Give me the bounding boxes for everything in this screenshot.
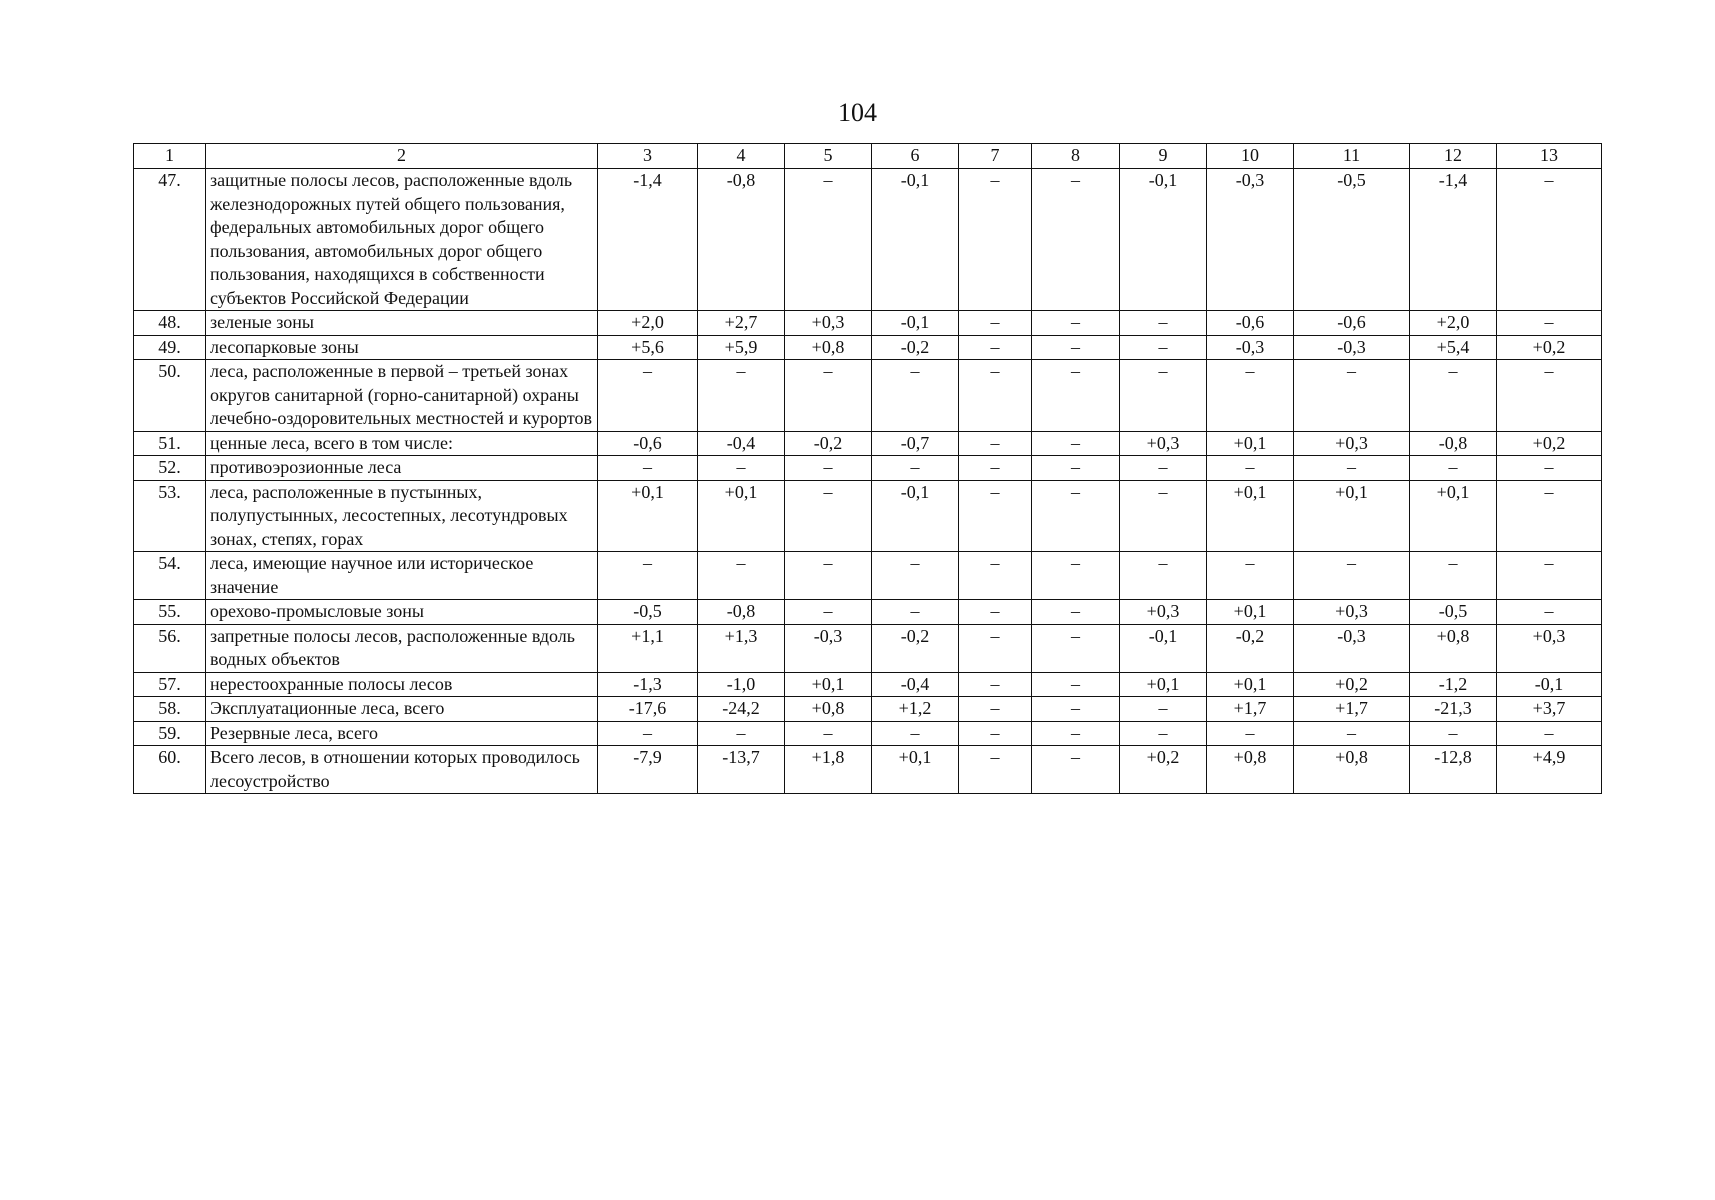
cell-value: – [872,600,959,625]
cell-value: -0,2 [1207,624,1294,672]
cell-value: +2,7 [698,311,785,336]
table-row [134,697,1602,722]
cell-value: +0,1 [1207,600,1294,625]
row-label: лесопарковые зоны [206,335,598,360]
cell-value: +0,8 [1294,746,1410,794]
row-label: леса, расположенные в пустынных, полупустынных, лесостепных, лесотундровых зонах, степях, горах [206,480,598,552]
cell-value: +0,3 [1120,600,1207,625]
cell-value: – [1120,480,1207,552]
cell-value: -0,4 [872,672,959,697]
row-number: 47. [134,169,206,311]
row-label: Резервные леса, всего [206,721,598,746]
cell-value: – [785,600,872,625]
cell-value: -0,5 [1410,600,1497,625]
cell-value: – [1410,360,1497,432]
cell-value: – [872,360,959,432]
cell-value: +0,3 [1294,431,1410,456]
table-row [134,480,1602,552]
cell-value: – [1207,456,1294,481]
cell-value: +0,1 [1207,480,1294,552]
cell-value: – [1032,624,1120,672]
cell-value: +0,2 [1497,335,1602,360]
row-number: 52. [134,456,206,481]
cell-value: -0,2 [872,335,959,360]
cell-value: -0,1 [1120,624,1207,672]
page-number: 104 [838,98,877,127]
cell-value: – [1497,600,1602,625]
cell-value: +0,1 [872,746,959,794]
cell-value: – [959,552,1032,600]
column-header-12: 12 [1410,144,1497,169]
cell-value: – [1032,721,1120,746]
cell-value: +0,1 [1207,431,1294,456]
cell-value: -1,4 [1410,169,1497,311]
cell-value: – [785,456,872,481]
table-row [134,456,1602,481]
cell-value: -1,4 [598,169,698,311]
cell-value: – [959,600,1032,625]
row-number: 57. [134,672,206,697]
cell-value: – [1410,721,1497,746]
cell-value: – [598,552,698,600]
cell-value: – [1207,360,1294,432]
cell-value: +1,8 [785,746,872,794]
column-header-5: 5 [785,144,872,169]
row-label: зеленые зоны [206,311,598,336]
row-label: леса, имеющие научное или историческое значение [206,552,598,600]
cell-value: – [959,746,1032,794]
cell-value: – [1120,552,1207,600]
cell-value: -0,3 [1207,169,1294,311]
cell-value: – [1294,360,1410,432]
cell-value: -21,3 [1410,697,1497,722]
cell-value: -0,1 [1497,672,1602,697]
cell-value: – [785,480,872,552]
column-header-1: 1 [134,144,206,169]
cell-value: +0,1 [598,480,698,552]
cell-value: -1,3 [598,672,698,697]
cell-value: -0,7 [872,431,959,456]
cell-value: – [698,360,785,432]
cell-value: – [1497,721,1602,746]
cell-value: -0,2 [785,431,872,456]
cell-value: +1,7 [1294,697,1410,722]
cell-value: – [785,360,872,432]
row-label: ценные леса, всего в том числе: [206,431,598,456]
row-number: 59. [134,721,206,746]
cell-value: – [785,169,872,311]
cell-value: +5,6 [598,335,698,360]
cell-value: +1,2 [872,697,959,722]
table-body [134,169,1602,794]
cell-value: – [959,480,1032,552]
cell-value: – [1120,360,1207,432]
cell-value: – [1032,697,1120,722]
table-row [134,552,1602,600]
cell-value: +0,8 [785,697,872,722]
row-label: орехово-промысловые зоны [206,600,598,625]
cell-value: – [1032,480,1120,552]
cell-value: +0,3 [1497,624,1602,672]
cell-value: -0,3 [785,624,872,672]
cell-value: +0,1 [1120,672,1207,697]
cell-value: – [872,721,959,746]
cell-value: – [1032,335,1120,360]
cell-value: +0,8 [1207,746,1294,794]
cell-value: +1,7 [1207,697,1294,722]
cell-value: – [1497,169,1602,311]
cell-value: – [1032,672,1120,697]
cell-value: – [1207,721,1294,746]
cell-value: +0,1 [1410,480,1497,552]
cell-value: – [1497,311,1602,336]
column-header-13: 13 [1497,144,1602,169]
cell-value: +1,1 [598,624,698,672]
cell-value: -0,2 [872,624,959,672]
cell-value: – [598,360,698,432]
row-number: 56. [134,624,206,672]
cell-value: – [785,721,872,746]
table-row [134,624,1602,672]
cell-value: +0,2 [1497,431,1602,456]
cell-value: – [872,456,959,481]
cell-value: – [1410,552,1497,600]
row-label: нерестоохранные полосы лесов [206,672,598,697]
cell-value: -0,3 [1294,335,1410,360]
cell-value: – [959,360,1032,432]
row-label: Всего лесов, в отношении которых проводилось лесоустройство [206,746,598,794]
cell-value: -0,1 [872,169,959,311]
cell-value: – [1032,431,1120,456]
row-number: 49. [134,335,206,360]
cell-value: – [1120,335,1207,360]
row-number: 54. [134,552,206,600]
cell-value: -1,2 [1410,672,1497,697]
column-header-3: 3 [598,144,698,169]
row-label: противоэрозионные леса [206,456,598,481]
column-header-4: 4 [698,144,785,169]
cell-value: – [1032,746,1120,794]
row-number: 55. [134,600,206,625]
cell-value: – [1032,311,1120,336]
column-header-9: 9 [1120,144,1207,169]
cell-value: – [698,552,785,600]
table-row [134,169,1602,311]
cell-value: +0,8 [1410,624,1497,672]
cell-value: – [1497,552,1602,600]
cell-value: -1,0 [698,672,785,697]
cell-value: – [1032,360,1120,432]
cell-value: +0,1 [698,480,785,552]
cell-value: – [959,721,1032,746]
table-row [134,431,1602,456]
cell-value: +0,2 [1294,672,1410,697]
cell-value: -0,6 [1294,311,1410,336]
column-header-7: 7 [959,144,1032,169]
cell-value: +0,3 [1120,431,1207,456]
cell-value: -0,1 [872,311,959,336]
cell-value: -0,6 [1207,311,1294,336]
cell-value: – [1120,721,1207,746]
cell-value: – [785,552,872,600]
cell-value: – [598,721,698,746]
cell-value: +0,8 [785,335,872,360]
cell-value: – [1410,456,1497,481]
table-row [134,600,1602,625]
row-number: 50. [134,360,206,432]
cell-value: -24,2 [698,697,785,722]
cell-value: – [1120,311,1207,336]
table-row [134,746,1602,794]
cell-value: – [959,335,1032,360]
cell-value: -0,4 [698,431,785,456]
cell-value: +1,3 [698,624,785,672]
cell-value: – [1120,456,1207,481]
cell-value: – [1294,552,1410,600]
cell-value: – [1032,552,1120,600]
cell-value: +2,0 [1410,311,1497,336]
cell-value: -13,7 [698,746,785,794]
cell-value: -17,6 [598,697,698,722]
cell-value: +0,1 [1294,480,1410,552]
cell-value: -7,9 [598,746,698,794]
cell-value: +3,7 [1497,697,1602,722]
column-header-8: 8 [1032,144,1120,169]
cell-value: +0,3 [1294,600,1410,625]
cell-value: – [959,672,1032,697]
row-label: леса, расположенные в первой – третьей зонах округов санитарной (горно-санитарной) охраны лечебно-оздоровительных местностей и курортов [206,360,598,432]
cell-value: – [698,721,785,746]
row-number: 60. [134,746,206,794]
cell-value: – [1497,360,1602,432]
cell-value: +0,3 [785,311,872,336]
cell-value: -0,5 [598,600,698,625]
cell-value: -0,3 [1294,624,1410,672]
row-number: 51. [134,431,206,456]
cell-value: – [1120,697,1207,722]
cell-value: +0,1 [1207,672,1294,697]
column-header-6: 6 [872,144,959,169]
cell-value: – [1032,456,1120,481]
table-row [134,335,1602,360]
cell-value: +4,9 [1497,746,1602,794]
cell-value: – [959,624,1032,672]
table-row [134,672,1602,697]
cell-value: – [1294,456,1410,481]
cell-value: -0,6 [598,431,698,456]
cell-value: -0,3 [1207,335,1294,360]
table-row [134,311,1602,336]
cell-value: – [959,169,1032,311]
table-row [134,721,1602,746]
column-header-10: 10 [1207,144,1294,169]
cell-value: +5,9 [698,335,785,360]
cell-value: – [1497,456,1602,481]
data-table [133,143,1602,794]
cell-value: – [959,697,1032,722]
cell-value: – [959,431,1032,456]
cell-value: -0,8 [698,169,785,311]
cell-value: – [1497,480,1602,552]
cell-value: – [959,456,1032,481]
cell-value: – [1207,552,1294,600]
cell-value: +2,0 [598,311,698,336]
row-label: запретные полосы лесов, расположенные вдоль водных объектов [206,624,598,672]
row-label: защитные полосы лесов, расположенные вдоль железнодорожных путей общего пользования, федеральных автомобильных дорог общего пользования, автомобильных дорог общего пользования, находящихся в собственности субъектов Российской Федерации [206,169,598,311]
row-number: 53. [134,480,206,552]
row-number: 48. [134,311,206,336]
cell-value: +0,2 [1120,746,1207,794]
cell-value: – [598,456,698,481]
cell-value: – [872,552,959,600]
cell-value: – [1294,721,1410,746]
cell-value: -12,8 [1410,746,1497,794]
cell-value: -0,1 [1120,169,1207,311]
row-number: 58. [134,697,206,722]
cell-value: -0,8 [1410,431,1497,456]
row-label: Эксплуатационные леса, всего [206,697,598,722]
cell-value: – [1032,600,1120,625]
cell-value: +5,4 [1410,335,1497,360]
cell-value: – [1032,169,1120,311]
table-row [134,360,1602,432]
cell-value: – [959,311,1032,336]
column-header-11: 11 [1294,144,1410,169]
cell-value: -0,5 [1294,169,1410,311]
column-header-2: 2 [206,144,598,169]
cell-value: +0,1 [785,672,872,697]
cell-value: -0,8 [698,600,785,625]
cell-value: – [698,456,785,481]
header-row [134,144,1602,169]
cell-value: -0,1 [872,480,959,552]
